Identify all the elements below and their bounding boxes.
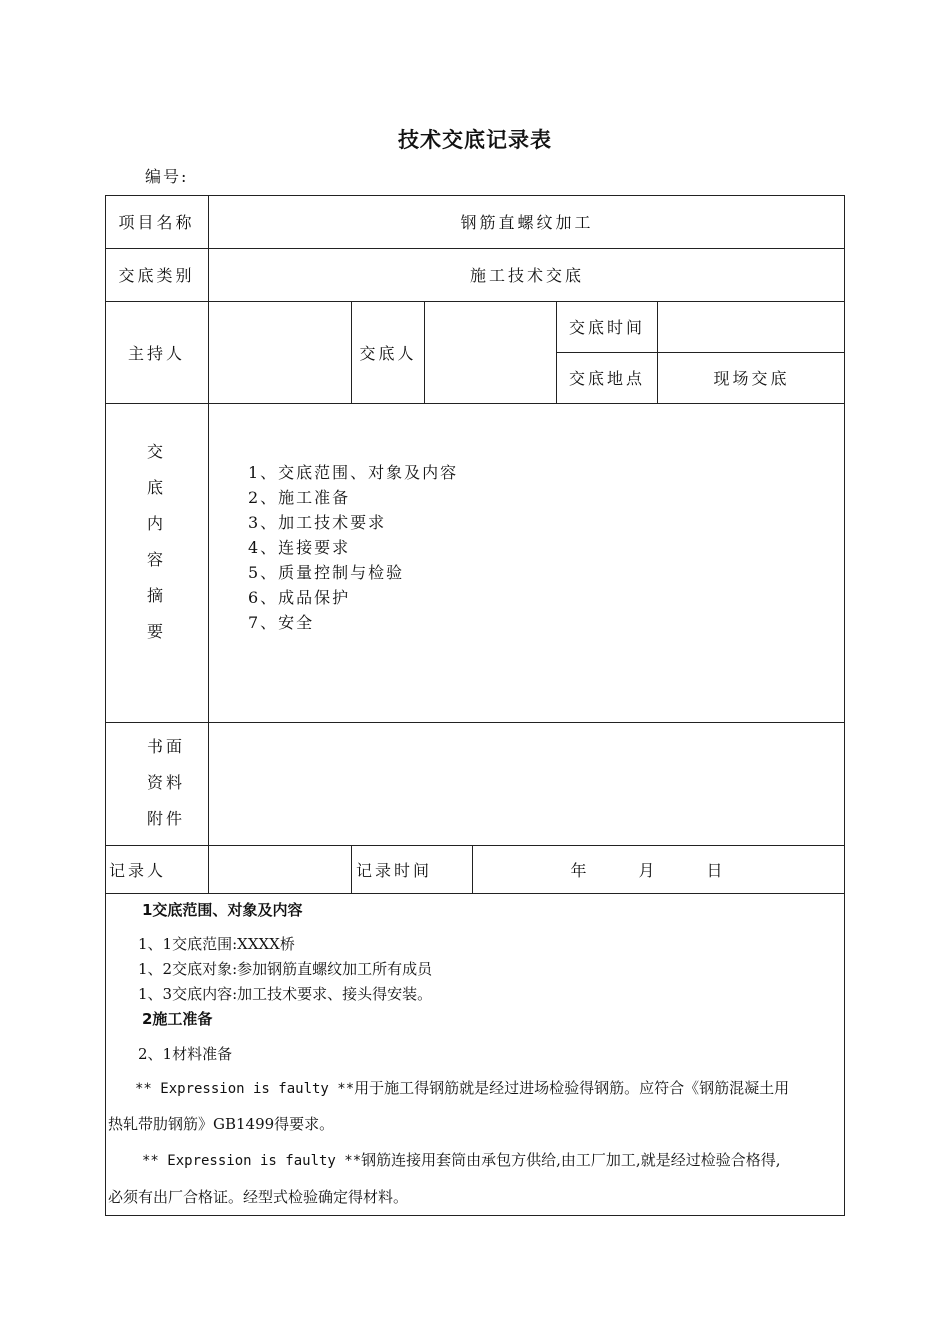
section-1-item: 1、1交底范围:XXXX桥	[138, 935, 295, 953]
paragraph-1-line-2: 热轧带肋钢筋》GB1499得要求。	[108, 1115, 335, 1133]
summary-item: 5、质量控制与检验	[248, 563, 405, 582]
expression-error-text: ** Expression is faulty **	[135, 1081, 355, 1097]
record-time-label: 记录时间	[356, 860, 433, 880]
recorder-label: 记录人	[109, 860, 167, 880]
summary-label-char: 内	[146, 514, 166, 533]
summary-label-char: 底	[146, 478, 166, 497]
paragraph-2-line-1	[142, 1149, 780, 1170]
row-divider	[105, 722, 845, 723]
attachment-label-line: 附件	[147, 809, 186, 828]
presenter-value	[425, 301, 556, 403]
presenter-label: 交底人	[359, 343, 417, 363]
recorder-value	[209, 845, 351, 893]
summary-item: 6、成品保护	[248, 588, 351, 607]
section-1-item: 1、3交底内容:加工技术要求、接头得安装。	[138, 985, 433, 1003]
summary-label-char: 摘	[146, 586, 166, 605]
row-divider	[105, 403, 845, 404]
section-2-subheading: 2、1材料准备	[138, 1045, 233, 1063]
date-year: 年	[570, 860, 590, 880]
serial-number-label: 编号:	[145, 167, 189, 186]
attachment-label-line: 资料	[147, 773, 186, 792]
summary-label-char: 要	[146, 622, 166, 641]
host-value	[209, 301, 351, 403]
attachment-label-line: 书面	[147, 737, 186, 756]
project-name-value: 钢筋直螺纹加工	[460, 213, 594, 232]
summary-item: 2、施工准备	[248, 488, 351, 507]
section-2-heading: 2施工准备	[142, 1010, 213, 1028]
summary-item: 3、加工技术要求	[248, 513, 387, 532]
section-1-item: 1、2交底对象:参加钢筋直螺纹加工所有成员	[138, 960, 433, 978]
category-value: 施工技术交底	[469, 266, 584, 285]
host-label: 主持人	[127, 343, 185, 363]
summary-list	[248, 460, 458, 635]
summary-label	[105, 434, 208, 650]
expression-error-text: ** Expression is faulty **	[142, 1153, 362, 1169]
summary-label-char: 容	[146, 550, 166, 569]
date-month: 月	[638, 860, 658, 880]
presentation-time-label: 交底时间	[568, 318, 645, 337]
paragraph-1-line-1	[135, 1077, 789, 1098]
attachment-label	[147, 729, 185, 837]
summary-item: 4、连接要求	[248, 538, 351, 557]
presentation-location-label: 交底地点	[568, 369, 645, 388]
presentation-time-value	[658, 301, 845, 352]
category-label: 交底类别	[118, 266, 195, 285]
summary-item: 7、安全	[248, 613, 315, 632]
project-name-label: 项目名称	[118, 213, 195, 232]
paragraph-2-line-2: 必须有出厂合格证。经型式检验确定得材料。	[108, 1188, 409, 1206]
date-day: 日	[706, 860, 726, 880]
summary-item: 1、交底范围、对象及内容	[248, 463, 459, 482]
summary-label-char: 交	[146, 442, 166, 461]
document-title: 技术交底记录表	[398, 128, 552, 152]
section-1-heading: 1交底范围、对象及内容	[142, 901, 303, 919]
paragraph-text: 用于施工得钢筋就是经过进场检验得钢筋。应符合《钢筋混凝土用	[354, 1079, 790, 1097]
column-divider	[472, 845, 473, 893]
paragraph-text: 钢筋连接用套筒由承包方供给,由工厂加工,就是经过检验合格得,	[361, 1151, 781, 1169]
presentation-location-value: 现场交底	[713, 369, 790, 388]
row-divider	[105, 893, 845, 894]
